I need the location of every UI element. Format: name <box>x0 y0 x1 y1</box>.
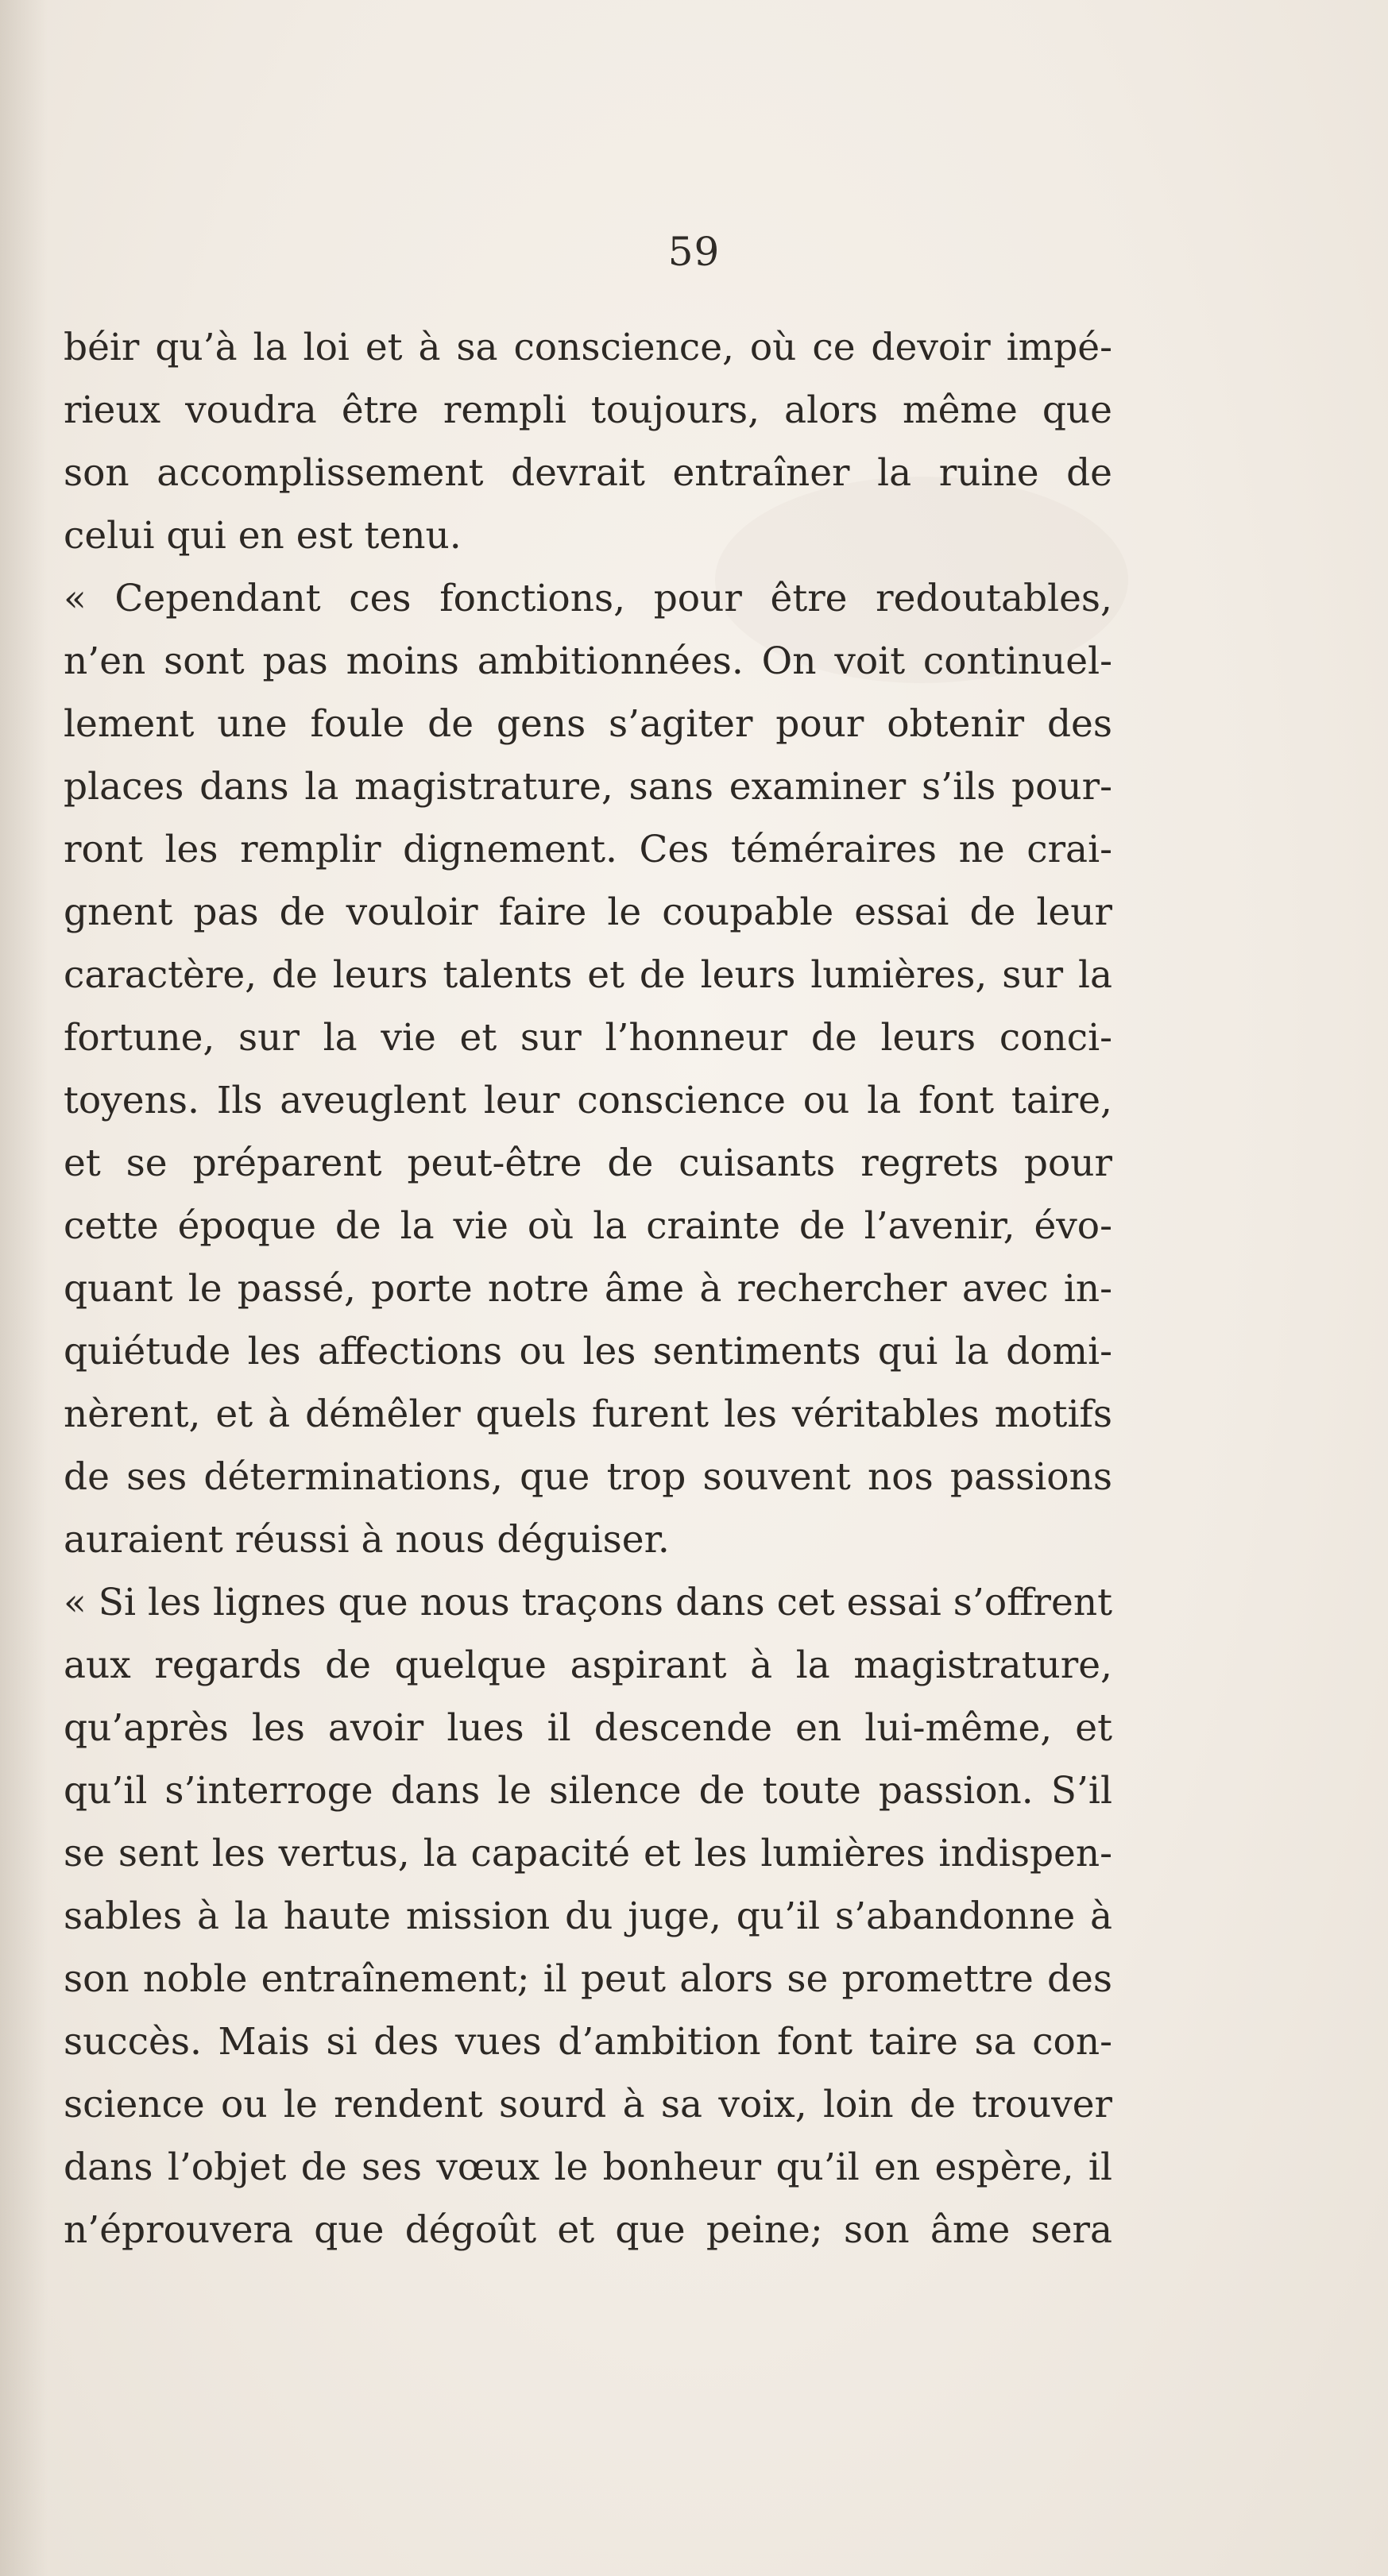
text-line: places dans la magistrature, sans examiner s’ils pour- <box>64 765 1112 809</box>
text-line: quant le passé, porte notre âme à rechercher avec in- <box>64 1267 1112 1311</box>
text-line: « Si les lignes que nous traçons dans cet essai s’offrent <box>64 1581 1112 1624</box>
gutter-shadow <box>0 0 48 2576</box>
text-line: sables à la haute mission du juge, qu’il s’abandonne à <box>64 1894 1112 1938</box>
text-line: celui qui en est tenu. <box>64 514 462 558</box>
text-line: lement une foule de gens s’agiter pour obtenir des <box>64 702 1112 746</box>
text-line: se sent les vertus, la capacité et les lumières indispen- <box>64 1832 1112 1875</box>
text-line: aux regards de quelque aspirant à la magistrature, <box>64 1643 1112 1687</box>
text-line: ront les remplir dignement. Ces téméraires ne crai- <box>64 828 1112 871</box>
text-line: qu’il s’interroge dans le silence de toute passion. S’il <box>64 1769 1112 1813</box>
text-line: béir qu’à la loi et à sa conscience, où ce devoir impé- <box>64 326 1112 369</box>
text-line: n’éprouvera que dégoût et que peine; son âme sera <box>64 2208 1112 2252</box>
page-number: 59 <box>667 229 721 275</box>
body-text <box>64 316 1112 2261</box>
text-line: fortune, sur la vie et sur l’honneur de leurs conci- <box>64 1016 1112 1060</box>
text-line: gnent pas de vouloir faire le coupable essai de leur <box>64 890 1112 934</box>
text-line: nèrent, et à démêler quels furent les véritables motifs <box>64 1392 1112 1436</box>
text-line: n’en sont pas moins ambitionnées. On voit continuel- <box>64 639 1112 683</box>
text-line: de ses déterminations, que trop souvent nos passions <box>64 1455 1112 1499</box>
text-line: succès. Mais si des vues d’ambition font taire sa con- <box>64 2020 1112 2064</box>
text-line: caractère, de leurs talents et de leurs lumières, sur la <box>64 953 1112 997</box>
text-line: rieux voudra être rempli toujours, alors même que <box>64 388 1112 432</box>
text-line: « Cependant ces fonctions, pour être redoutables, <box>64 577 1112 620</box>
text-line: dans l’objet de ses vœux le bonheur qu’il en espère, il <box>64 2145 1112 2189</box>
text-line: et se préparent peut-être de cuisants regrets pour <box>64 1141 1112 1185</box>
text-line: cette époque de la vie où la crainte de l’avenir, évo- <box>64 1204 1112 1248</box>
text-line: science ou le rendent sourd à sa voix, loin de trouver <box>64 2083 1112 2126</box>
text-line: toyens. Ils aveuglent leur conscience ou la font taire, <box>64 1079 1112 1122</box>
text-line: son accomplissement devrait entraîner la ruine de <box>64 451 1112 495</box>
text-line: auraient réussi à nous déguiser. <box>64 1518 670 1562</box>
text-line: son noble entraînement; il peut alors se promettre des <box>64 1957 1112 2001</box>
text-line: qu’après les avoir lues il descende en lui-même, et <box>64 1706 1112 1750</box>
text-line: quiétude les affections ou les sentiments qui la domi- <box>64 1330 1112 1373</box>
